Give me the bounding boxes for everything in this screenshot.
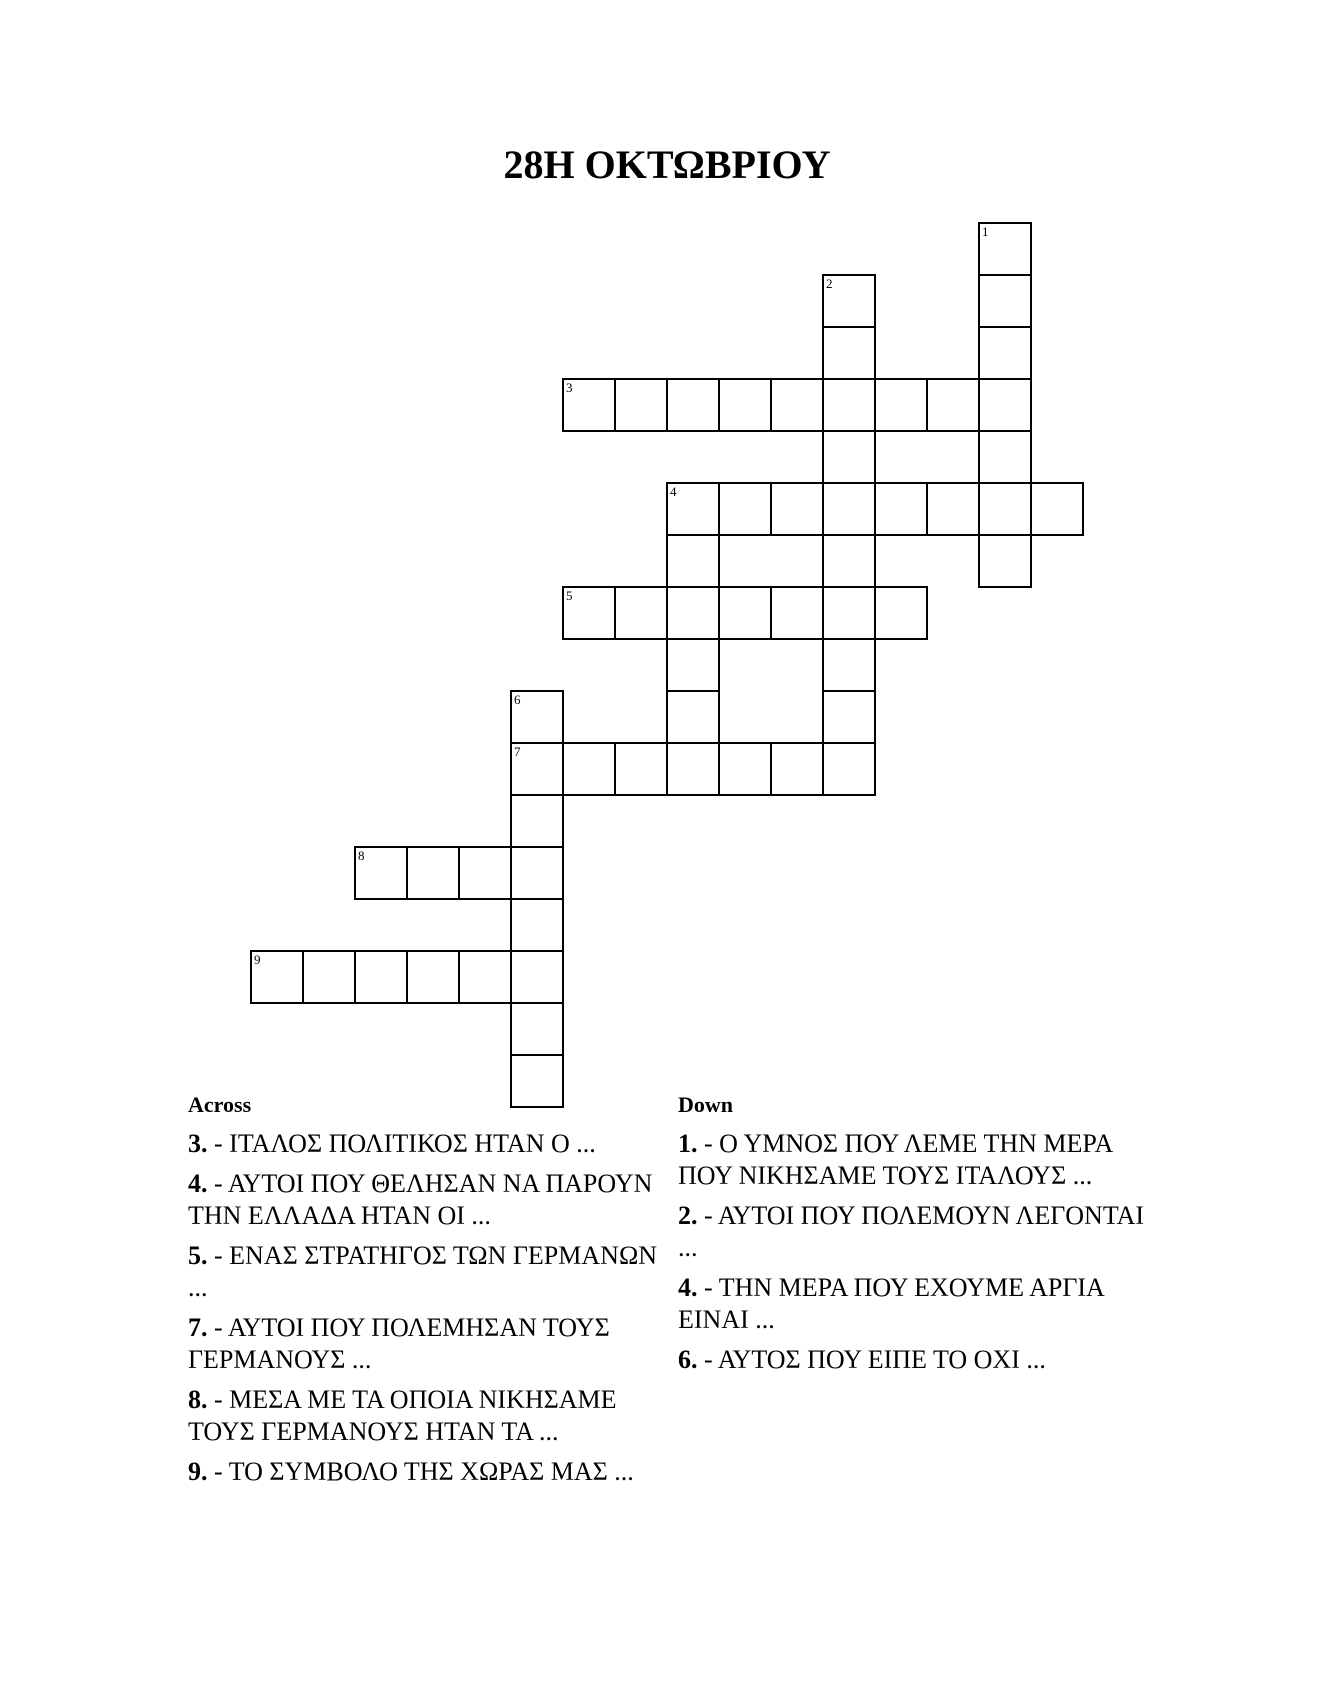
clue-number: 4 xyxy=(670,484,677,499)
crossword-cell[interactable] xyxy=(666,482,720,536)
crossword-cell[interactable] xyxy=(510,950,564,1004)
crossword-cell[interactable] xyxy=(718,586,772,640)
clue-number: 2 xyxy=(826,276,833,291)
crossword-cell[interactable] xyxy=(510,742,564,796)
crossword-cell[interactable] xyxy=(978,222,1032,276)
clue-number: 8 xyxy=(358,848,365,863)
crossword-cell[interactable] xyxy=(770,482,824,536)
page-title: 28Η ΟΚΤΩΒΡΙΟΥ xyxy=(503,142,831,187)
crossword-cell[interactable] xyxy=(458,950,512,1004)
clue-item xyxy=(678,1128,1158,1192)
crossword-cell[interactable] xyxy=(718,378,772,432)
clue-number: 9 xyxy=(254,952,261,967)
down-heading: Down xyxy=(678,1092,734,1117)
across-heading: Across xyxy=(188,1092,252,1117)
crossword-cell[interactable] xyxy=(874,586,928,640)
crossword-cell[interactable] xyxy=(458,846,512,900)
clue-item xyxy=(188,1384,658,1448)
crossword-cell[interactable] xyxy=(614,586,668,640)
crossword-cell[interactable] xyxy=(822,690,876,744)
clue-number-label: 4. xyxy=(188,1169,208,1198)
clue-text: - ΑΥΤΟΙ ΠΟΥ ΠΟΛΕΜΗΣΑΝ ΤΟΥΣ ΓΕΡΜΑΝΟΥΣ ... xyxy=(188,1313,610,1374)
crossword-cell[interactable] xyxy=(666,690,720,744)
across-clue-list xyxy=(188,1128,658,1488)
crossword-cell[interactable] xyxy=(822,430,876,484)
crossword-cell[interactable] xyxy=(926,378,980,432)
crossword-cell[interactable] xyxy=(562,586,616,640)
crossword-cell[interactable] xyxy=(666,586,720,640)
crossword-cell[interactable] xyxy=(718,742,772,796)
crossword-cell[interactable] xyxy=(822,326,876,380)
crossword-cell[interactable] xyxy=(978,482,1032,536)
crossword-cell[interactable] xyxy=(770,742,824,796)
clue-number: 3 xyxy=(566,380,573,395)
clue-number: 5 xyxy=(566,588,573,603)
clue-text: - ΑΥΤΟΙ ΠΟΥ ΠΟΛΕΜΟΥΝ ΛΕΓΟΝΤΑΙ ... xyxy=(678,1201,1145,1262)
clue-number-label: 2. xyxy=(678,1201,698,1230)
crossword-cell[interactable] xyxy=(978,378,1032,432)
clue-item xyxy=(678,1344,1158,1376)
crossword-cell[interactable] xyxy=(562,378,616,432)
clue-text: - ΕΝΑΣ ΣΤΡΑΤΗΓΟΣ ΤΩΝ ΓΕΡΜΑΝΩΝ ... xyxy=(188,1241,658,1302)
clue-text: - ΤΟ ΣΥΜΒΟΛΟ ΤΗΣ ΧΩΡΑΣ ΜΑΣ ... xyxy=(207,1457,634,1486)
clue-item xyxy=(188,1312,658,1376)
crossword-cell[interactable] xyxy=(926,482,980,536)
clue-item xyxy=(188,1168,658,1232)
clue-number-label: 8. xyxy=(188,1385,208,1414)
crossword-cell[interactable] xyxy=(666,638,720,692)
across-clues xyxy=(188,1090,658,1496)
clue-number-label: 1. xyxy=(678,1129,698,1158)
crossword-cell[interactable] xyxy=(614,742,668,796)
crossword-cell[interactable] xyxy=(666,742,720,796)
clue-item xyxy=(188,1456,658,1488)
crossword-cell[interactable] xyxy=(666,534,720,588)
crossword-cell[interactable] xyxy=(874,482,928,536)
crossword-cell[interactable] xyxy=(978,274,1032,328)
crossword-cell[interactable] xyxy=(822,534,876,588)
clue-item xyxy=(188,1240,658,1304)
crossword-cell[interactable] xyxy=(978,430,1032,484)
crossword-cell[interactable] xyxy=(510,898,564,952)
clue-text: - Ο ΥΜΝΟΣ ΠΟΥ ΛΕΜΕ ΤΗΝ ΜΕΡΑ ΠΟΥ ΝΙΚΗΣΑΜΕ ΤΟΥΣ ΙΤΑΛΟΥΣ ... xyxy=(678,1129,1112,1190)
crossword-cell[interactable] xyxy=(822,378,876,432)
crossword-cell[interactable] xyxy=(822,482,876,536)
clue-text: - ΜΕΣΑ ΜΕ ΤΑ ΟΠΟΙΑ ΝΙΚΗΣΑΜΕ ΤΟΥΣ ΓΕΡΜΑΝΟΥΣ ΗΤΑΝ ΤΑ ... xyxy=(188,1385,617,1446)
clue-number-label: 6. xyxy=(678,1345,698,1374)
clue-number-label: 4. xyxy=(678,1273,698,1302)
clue-item xyxy=(678,1272,1158,1336)
clue-item xyxy=(678,1200,1158,1264)
crossword-cell[interactable] xyxy=(822,638,876,692)
crossword-cell[interactable] xyxy=(614,378,668,432)
crossword-cell[interactable] xyxy=(978,534,1032,588)
crossword-cell[interactable] xyxy=(822,586,876,640)
clue-text: - ΤΗΝ ΜΕΡΑ ΠΟΥ ΕΧΟΥΜΕ ΑΡΓΙΑ ΕΙΝΑΙ ... xyxy=(678,1273,1104,1334)
crossword-cell[interactable] xyxy=(666,378,720,432)
clue-text: - ΙΤΑΛΟΣ ΠΟΛΙΤΙΚΟΣ ΗΤΑΝ Ο ... xyxy=(207,1129,596,1158)
clue-text: - ΑΥΤΟΙ ΠΟΥ ΘΕΛΗΣΑΝ ΝΑ ΠΑΡΟΥΝ ΤΗΝ ΕΛΛΑΔΑ ΗΤΑΝ ΟΙ ... xyxy=(188,1169,653,1230)
crossword-cell[interactable] xyxy=(406,950,460,1004)
clue-number: 6 xyxy=(514,692,521,707)
crossword-cell[interactable] xyxy=(510,794,564,848)
crossword-cell[interactable] xyxy=(770,586,824,640)
crossword-cell[interactable] xyxy=(822,742,876,796)
crossword-cell[interactable] xyxy=(874,378,928,432)
crossword-cell[interactable] xyxy=(510,690,564,744)
crossword-cell[interactable] xyxy=(718,482,772,536)
clue-number-label: 7. xyxy=(188,1313,208,1342)
crossword-cell[interactable] xyxy=(562,742,616,796)
crossword-cell[interactable] xyxy=(250,950,304,1004)
crossword-cell[interactable] xyxy=(770,378,824,432)
clue-number-label: 3. xyxy=(188,1129,208,1158)
crossword-cell[interactable] xyxy=(406,846,460,900)
crossword-cell[interactable] xyxy=(354,950,408,1004)
clue-number: 7 xyxy=(514,744,521,759)
down-clues xyxy=(678,1090,1158,1384)
crossword-cell[interactable] xyxy=(510,846,564,900)
clue-text: - ΑΥΤΟΣ ΠΟΥ ΕΙΠΕ ΤΟ ΟΧΙ ... xyxy=(697,1345,1046,1374)
crossword-cell[interactable] xyxy=(354,846,408,900)
crossword-cell[interactable] xyxy=(510,1002,564,1056)
crossword-cell[interactable] xyxy=(822,274,876,328)
clue-item xyxy=(188,1128,658,1160)
crossword-cell[interactable] xyxy=(302,950,356,1004)
clue-number-label: 9. xyxy=(188,1457,208,1486)
clue-number: 1 xyxy=(982,224,989,239)
crossword-cell[interactable] xyxy=(1030,482,1084,536)
crossword-cell[interactable] xyxy=(978,326,1032,380)
clue-number-label: 5. xyxy=(188,1241,208,1270)
down-clue-list xyxy=(678,1128,1158,1376)
